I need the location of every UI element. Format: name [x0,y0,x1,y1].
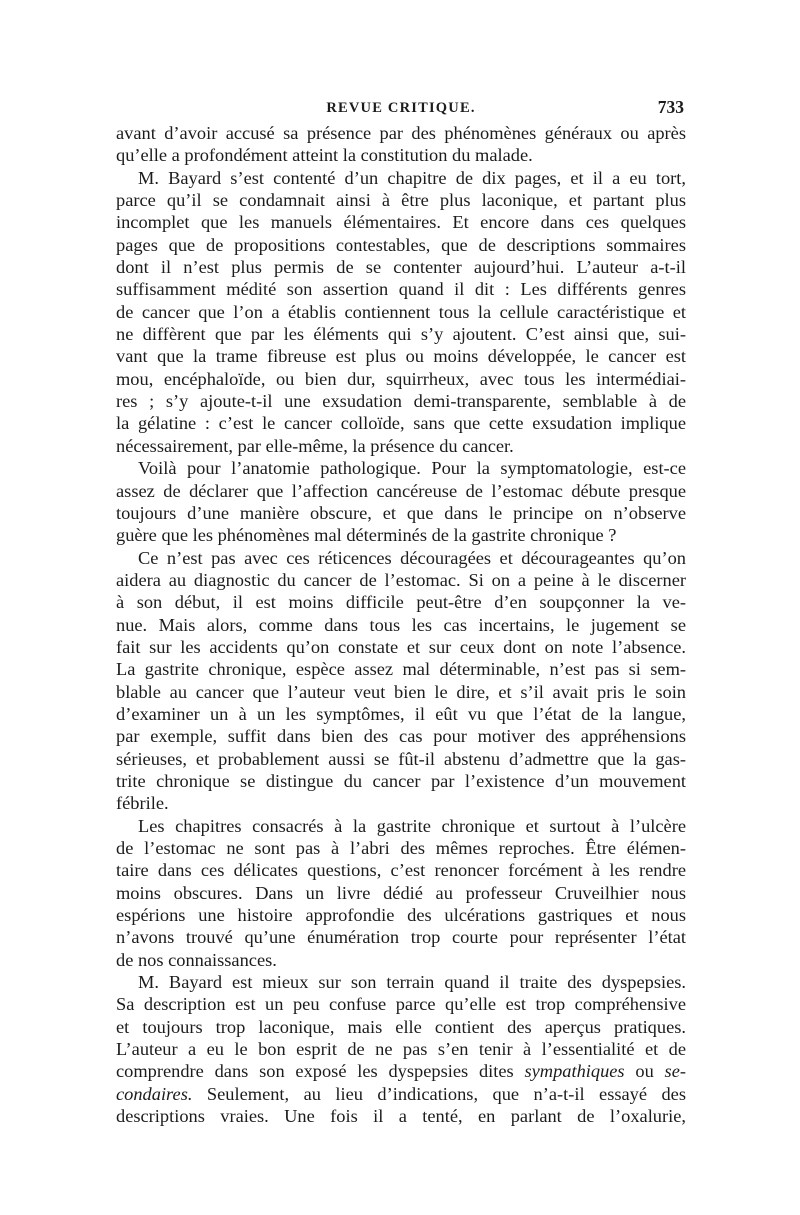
text-line: d’examiner un à un les symptômes, il eût vu que l’état de la langue, [116,703,686,724]
text-line: assez de déclarer que l’affection cancéreuse de l’estomac débute presque [116,480,686,501]
text-line: vant que la trame fibreuse est plus ou moins développée, le cancer est [116,346,686,367]
text-line: espérions une histoire approfondie des ulcérations gastriques et nous [116,905,686,926]
text-line: nécessairement, par elle-même, la présence du cancer. [116,435,514,456]
running-title: REVUE CRITIQUE. [326,100,476,116]
text-line: incomplet que les manuels élémentaires. Et encore dans ces quelques [116,212,686,233]
text-line: qu’elle a profondément atteint la constitution du malade. [116,145,533,166]
text-line [116,1083,686,1105]
text-run: comprendre dans son exposé les dyspepsies dites [116,1061,525,1082]
page-number: 733 [657,97,684,117]
italic-term: sympathiques [524,1061,625,1082]
text-line: res ; s’y ajoute-t-il une exsudation demi-transparente, semblable à de [116,391,686,412]
italic-term: condaires. [116,1083,193,1104]
body-text [116,122,686,1127]
text-line: trite chronique se distingue du cancer par l’existence d’un mouvement [116,770,686,791]
text-line: L’auteur a eu le bon esprit de ne pas s’en tenir à l’essentialité et de [116,1039,686,1060]
text-run: Seulement, au lieu d’indications, que n’a-t-il essayé des [192,1083,686,1104]
page-header [116,92,686,122]
text-line: Les chapitres consacrés à la gastrite chronique et surtout à l’ulcère [138,815,686,836]
text-line: fébrile. [116,793,169,814]
text-line: de cancer que l’on a établis contiennent tous la cellule caractéristique et [116,301,686,322]
text-line: fait sur les accidents qu’on constate et sur ceux dont on note l’absence. [116,636,686,657]
text-line: n’avons trouvé qu’une énumération trop courte pour représenter l’état [116,927,686,948]
text-line: Sa description est un peu confuse parce qu’elle est trop compréhensive [116,994,686,1015]
text-line: de l’estomac ne sont pas à l’abri des mêmes reproches. Être élémen- [116,838,686,858]
text-line: guère que les phénomènes mal déterminés de la gastrite chronique ? [116,525,617,546]
text-line: la gélatine : c’est le cancer colloïde, sans que cette exsudation implique [116,413,686,434]
text-line [116,1060,686,1082]
text-line: Voilà pour l’anatomie pathologique. Pour la symptomatologie, est-ce [138,458,686,479]
text-run: ou [624,1061,665,1082]
text-line: sérieuses, et probablement aussi se fût-il abstenu d’admettre que la gas- [116,748,686,769]
text-line: par exemple, suffit dans bien des cas pour motiver des appréhensions [116,726,686,747]
text-line: blable au cancer que l’auteur veut bien le dire, et s’il avait pris le soin [116,681,686,702]
text-line: parce qu’il se condamnait ainsi à être plus laconique, et partant plus [116,190,686,211]
text-line: et toujours trop laconique, mais elle contient des aperçus pratiques. [116,1016,686,1037]
text-line: descriptions vraies. Une fois il a tenté, en parlant de l’oxalurie, [116,1106,686,1127]
text-line: ne diffèrent que par les éléments qui s’y ajoutent. C’est ainsi que, sui- [116,324,686,345]
italic-term: se- [664,1061,686,1082]
text-line: mou, encéphaloïde, ou bien dur, squirrheux, avec tous les intermédiai- [116,368,686,389]
text-line: nue. Mais alors, comme dans tous les cas incertains, le jugement se [116,614,686,635]
text-line: aidera au diagnostic du cancer de l’estomac. Si on a peine à le discerner [116,569,686,590]
text-line: toujours d’une manière obscure, et que dans le principe on n’observe [116,502,686,523]
text-line: Ce n’est pas avec ces réticences découragées et décourageantes qu’on [138,547,686,568]
text-line: pages que de propositions contestables, que de descriptions sommaires [116,234,686,255]
text-line: avant d’avoir accusé sa présence par des phénomènes généraux ou après [116,123,686,143]
text-line: taire dans ces délicates questions, c’est renoncer forcément à les rendre [116,860,686,881]
book-page [116,92,686,1127]
text-line: dont il n’est plus permis de se contenter aujourd’hui. L’auteur a-t-il [116,257,686,278]
text-line: de nos connaissances. [116,949,277,970]
text-line: M. Bayard s’est contenté d’un chapitre de dix pages, et il a eu tort, [138,167,686,188]
text-line: La gastrite chronique, espèce assez mal déterminable, n’est pas si sem- [116,659,686,680]
text-line: moins obscures. Dans un livre dédié au professeur Cruveilhier nous [116,882,686,903]
text-line: M. Bayard est mieux sur son terrain quand il traite des dyspepsies. [138,972,686,993]
text-line: suffisamment médité son assertion quand il dit : Les différents genres [116,279,686,300]
text-line: à son début, il est moins difficile peut-être d’en soupçonner la ve- [116,592,686,613]
